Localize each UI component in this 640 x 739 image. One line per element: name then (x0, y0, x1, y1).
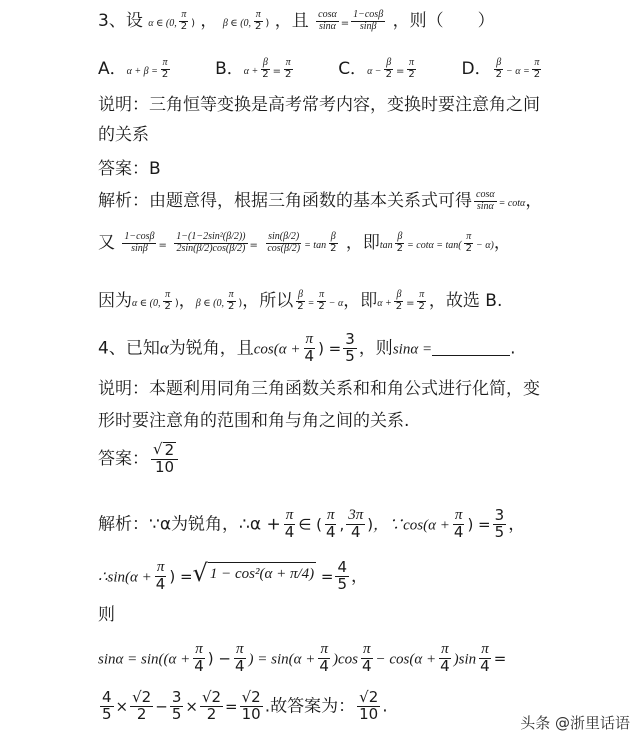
pi-over-2: $\frac{\pi}{2}$ (180, 9, 188, 32)
q3-answer: 答案：B (98, 159, 161, 179)
q3-note-line1: 说明：三角恒等变换是高考常考内容，变换时要注意角之间 (98, 95, 540, 115)
q3-options (98, 58, 544, 83)
q3-analysis-3: 因为α ∈ (0, $\frac{\pi}{2}$ )，β ∈ (0, $\frac{\pi}{2}$ )，所以 $\frac{\beta}{2}$ = $\frac{\pi}{2}$ − α，即α + $\frac{\beta}{2}$ = $\frac{\pi}{2}$ ，故选 B. (98, 289, 503, 312)
option-b: B．α + $\frac{\beta}{2}$ = $\frac{\pi}{2}$ (215, 57, 292, 80)
q4-final-1: sinα = sin((α + $\frac{\pi}{4}$ ) − $\frac{\pi}{4}$ ) = sin(α + $\frac{\pi}{4}$ )cos $\frac{\pi}{4}$ − cos(α + $\frac{\pi}{4}$ )sin $\frac{\pi}{4}$ = (98, 641, 507, 675)
q3-analysis-2: 又 $\frac{1-\cos\beta}{\sin\beta}$ = $\frac{\text{1−(1−2sin²(β/2))}}{2\sin(\beta/2)\cos(\beta/2)}$ = $\frac{\sin(\beta/2)}{\cos(\beta/2)}$ = tan $\frac{\beta}{2}$ ，即tan $\frac{\beta}{2}$ = cotα = tan( $\frac{\pi}{2}$ − α)， (98, 231, 511, 254)
q4-note-line2: 形时要注意角的范围和角与角之间的关系. (98, 411, 410, 431)
q3-note-line2: 的关系 (98, 125, 149, 145)
option-d: D． $\frac{\beta}{2}$ − α = $\frac{\pi}{2}$ (461, 57, 541, 80)
q4-answer: 答案： √ 2 10 (98, 442, 180, 476)
q4-then: 则 (98, 605, 115, 625)
cos-over-sin: $\frac{\cos\alpha}{\sin\alpha}$ (318, 9, 337, 32)
answer-blank (432, 341, 510, 356)
q3-analysis-1: 解析：由题意得，根据三角函数的基本关系式可得 $\frac{\cos\alpha}{\sin\alpha}$ = cotα， (98, 189, 543, 212)
option-c: C．α − $\frac{\beta}{2}$ = $\frac{\pi}{2}$ (338, 57, 415, 80)
q4-stem: 4、已知α为锐角，且cos(α + $\frac{\pi}{4}$ ) = $\frac{3}{5}$ ，则sinα = . (98, 330, 516, 365)
q4-analysis-2: ∴sin(α + $\frac{\pi}{4}$ ) = √ 1 − cos²(α + π/4) = $\frac{4}{5}$ ， (98, 558, 369, 593)
q4-analysis-1: 解析：∵α为锐角，∴α + $\frac{\pi}{4}$ ∈ ( $\frac{\pi}{4}$ , $\frac{3\pi}{4}$ )，∵cos(α + $\frac{\pi}{4}$ ) = $\frac{3}{5}$ ， (98, 506, 526, 541)
q3-stem: 3、设 α ∈ (0, $\frac{\pi}{2}$ ) ， β ∈ (0, $\frac{\pi}{2}$ ) ，且 $\frac{\cos\alpha}{\sin\alpha}$ = $\frac{1-\cos\beta}{\sin\beta}$ ，则（ ） (98, 9, 495, 32)
q4-note-line1: 说明：本题利用同角三角函数关系和和角公式进行化简，变 (98, 379, 540, 399)
watermark: 头条 @浙里话语 (520, 714, 630, 732)
option-a: A．α + β = $\frac{\pi}{2}$ (98, 57, 169, 80)
answer-fraction: √ 2 10 (151, 442, 178, 476)
q4-final-2: $\frac{4}{5}$ × $\frac{√2}{2}$ − $\frac{3}{5}$ × $\frac{√2}{2}$ = $\frac{√2}{10}$ .故答案为： $\frac{√2}{10}$ . (102, 688, 388, 723)
